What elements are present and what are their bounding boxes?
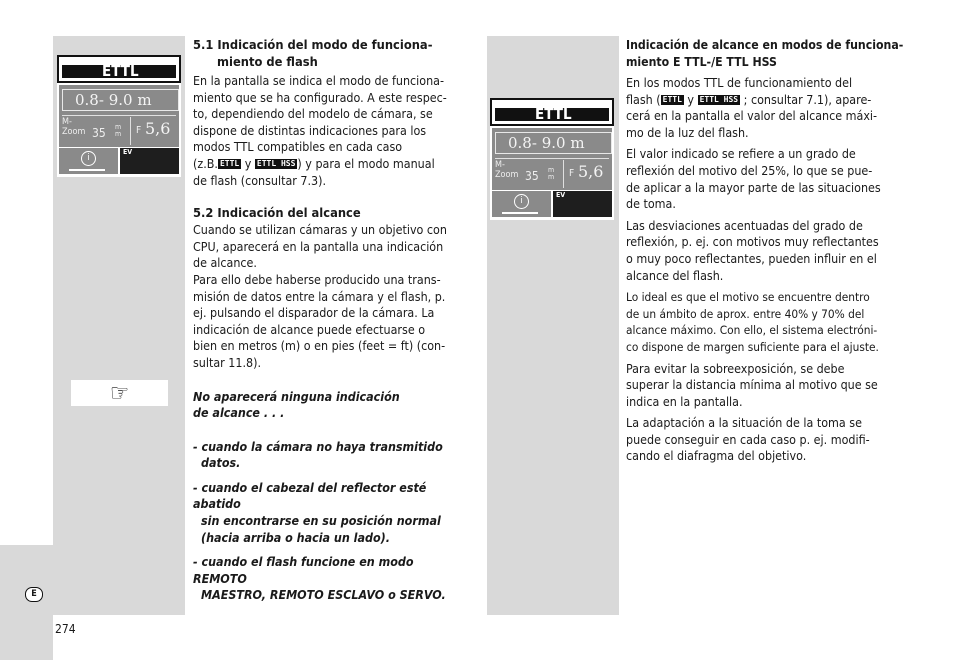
zoom-value: 35 (525, 169, 539, 183)
ev-label: EV (123, 148, 133, 156)
heading-5-1-line2: miento de flash (217, 55, 318, 70)
info-softkey (59, 148, 118, 174)
p3-line: reflexión, p. ej. con motivos muy reflectantes (626, 234, 879, 250)
language-tab-panel (0, 545, 53, 660)
m-zoom-line1: M- (495, 160, 505, 170)
display-softkeys (59, 148, 179, 174)
display-vertical-divider (130, 117, 131, 145)
p52-line: indicación de alcance puede efectuarse o (193, 321, 426, 337)
p2-line: de toma. (626, 196, 676, 212)
p51-line: dispone de distintas indicaciones para los (193, 122, 427, 138)
paragraph-6 (626, 415, 906, 465)
paragraph-4 (626, 289, 906, 355)
paragraph-5-2 (193, 222, 471, 371)
note-line: de alcance . . . (193, 405, 285, 421)
p4-line: alcance máximo. Con ello, el sistema electróni- (626, 323, 878, 338)
p1-line: En los modos TTL de funcionamiento del (626, 75, 853, 90)
p4-line: Lo ideal es que el motivo se encuentre dentro (626, 290, 870, 305)
p52-line: Cuando se utilizan cámaras y un objetivo con (193, 222, 447, 238)
f-label: F (569, 168, 575, 179)
p3-line: alcance del flash. (626, 267, 724, 283)
display-softkeys (492, 191, 612, 217)
softkey-underline (502, 212, 538, 214)
m-zoom-label (62, 117, 85, 137)
mode-indicator (490, 98, 614, 126)
softkey-underline (69, 169, 105, 171)
mm-unit: m m (548, 166, 555, 181)
mode-indicator (57, 55, 181, 83)
aperture-value: 5,6 (578, 162, 604, 181)
m-zoom-label (495, 160, 518, 180)
bullet-line: MAESTRO, REMOTO ESCLAVO o SERVO. (201, 587, 446, 603)
flash-display-right (490, 98, 614, 220)
flash-display-left (57, 55, 181, 177)
p4-line: de un ámbito de aprox. entre 40% y 70% del (626, 306, 865, 321)
note-hand-icon: ☞ (71, 380, 168, 406)
m-zoom-line2: Zoom (495, 170, 519, 180)
p1-line: mo de la luz del flash. (626, 124, 749, 140)
ettl-tag: ETTL (219, 158, 240, 168)
heading-5-1 (193, 37, 471, 71)
p5-line: superar la distancia mínima al motivo que se (626, 377, 878, 393)
ettl-tag: ETTL (662, 94, 682, 104)
ev-softkey (553, 191, 612, 217)
p52-line: sultar 11.8). (193, 354, 261, 370)
display-divider (62, 115, 176, 116)
heading-line: Indicación de alcance en modos de funciona- (626, 38, 904, 52)
p51-line: to, dependiendo del modelo de cámara, se (193, 106, 433, 122)
p1-line: cerá en la pantalla el valor del alcance máxi- (626, 108, 878, 124)
p1-flash: flash ( (626, 91, 661, 107)
aperture-value: 5,6 (145, 119, 171, 138)
page-number: 274 (55, 622, 76, 636)
bullet-line: (hacia arriba o hacia un lado). (201, 529, 390, 545)
p52-line: CPU, aparecerá en la pantalla una indicación (193, 238, 444, 254)
p51-line: En la pantalla se indica el modo de funciona- (193, 73, 445, 88)
bullet-line: sin encontrarse en su posición normal (201, 513, 441, 529)
paragraph-3 (626, 218, 906, 284)
p52-line: ej. pulsando el disparador de la cámara. La (193, 305, 435, 321)
heading-alcance-ettl (626, 37, 906, 71)
note-text (193, 389, 471, 422)
m-zoom-line2: Zoom (62, 127, 86, 137)
display-screen (59, 85, 179, 147)
display-divider (495, 158, 609, 159)
paragraph-5-1 (193, 73, 471, 189)
display-vertical-divider (563, 160, 564, 188)
zoom-value: 35 (92, 126, 106, 140)
note-line: No aparecerá ninguna indicación (193, 388, 400, 404)
bullet-3 (193, 554, 471, 604)
p52-line: bien en metros (m) o en pies (feet = ft) (con- (193, 338, 446, 354)
range-readout: 0.8- 9.0 m (495, 132, 612, 154)
p1-after: ; consultar 7.1), apare- (740, 91, 872, 107)
p51-zb: (z.B. (193, 155, 218, 171)
info-icon: i (81, 151, 96, 166)
heading-5-1-line1: 5.1 Indicación del modo de funciona- (193, 38, 433, 53)
p2-line: de aplicar a la mayor parte de las situaciones (626, 179, 881, 195)
mm-unit: m m (115, 123, 122, 138)
column-1 (193, 37, 471, 604)
range-readout: 0.8- 9.0 m (62, 89, 179, 111)
p4-line: co dispone de margen suficiente para el ajuste. (626, 339, 879, 354)
p6-line: puede conseguir en cada caso p. ej. modifi- (626, 431, 870, 447)
info-softkey (492, 191, 551, 217)
display-screen (492, 128, 612, 190)
p1-y: y (683, 91, 698, 107)
p51-y: y (241, 155, 255, 171)
m-zoom-line1: M- (62, 117, 72, 127)
p51-line: miento que se ha configurado. A este respec- (193, 89, 447, 105)
p5-line: indica en la pantalla. (626, 393, 743, 409)
heading-line: miento E TTL-/E TTL HSS (626, 55, 777, 69)
paragraph-5 (626, 361, 906, 411)
bullet-2 (193, 480, 471, 546)
mode-label: ETTL (62, 65, 176, 78)
p51-line: modos TTL compatibles en cada caso (193, 139, 403, 155)
p3-line: Las desviaciones acentuadas del grado de (626, 217, 863, 233)
ettl-hss-tag: ETTL HSS (699, 94, 739, 104)
column-2 (626, 37, 906, 465)
p51-line: de flash (consultar 7.3). (193, 172, 327, 188)
f-label: F (136, 125, 142, 136)
p6-line: La adaptación a la situación de la toma se (626, 415, 862, 431)
p5-line: Para evitar la sobreexposición, se debe (626, 360, 845, 376)
bullet-line: - cuando la cámara no haya transmitido (193, 438, 443, 454)
p52-line: Para ello debe haberse producido una trans- (193, 271, 441, 287)
p6-line: cando el diafragma del objetivo. (626, 448, 807, 464)
bullet-line: - cuando el flash funcione en modo REMOTO (193, 554, 414, 586)
p2-line: El valor indicado se refiere a un grado de (626, 146, 856, 162)
p52-line: de alcance. (193, 255, 257, 271)
language-badge: E (25, 587, 43, 602)
paragraph-2 (626, 146, 906, 212)
paragraph-1 (626, 75, 906, 141)
p3-line: o muy poco reflectantes, pueden influir en el (626, 250, 877, 266)
bullet-line: - cuando el cabezal del reflector esté abatido (193, 479, 427, 512)
ev-label: EV (556, 191, 566, 199)
bullet-1 (193, 439, 471, 472)
p2-line: reflexión del motivo del 25%, lo que se pue- (626, 162, 873, 178)
mode-label: ETTL (495, 108, 609, 121)
heading-5-2: 5.2 Indicación del alcance (193, 206, 361, 222)
info-icon: i (514, 194, 529, 209)
ettl-hss-tag: ETTL HSS (256, 158, 296, 168)
p51-rest: ) y para el modo manual (297, 155, 435, 171)
p52-line: misión de datos entre la cámara y el flash, p. (193, 288, 446, 304)
bullet-line: datos. (201, 455, 241, 471)
ev-softkey (120, 148, 179, 174)
